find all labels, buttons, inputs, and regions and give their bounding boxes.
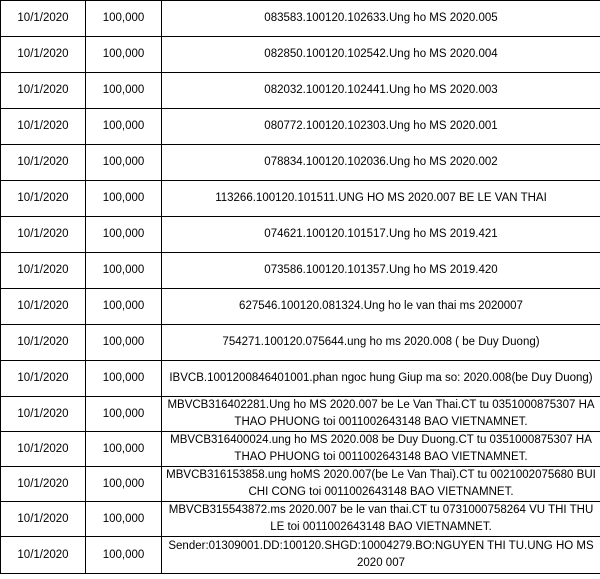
date-cell: 10/1/2020 [1, 537, 86, 574]
description-cell: MBVCB316402281.Ung ho MS 2020.007 be Le Van Thai.CT tu 0351000875307 HA THAO PHUONG toi 0011002643148 BAO VIETNAMNET. [162, 397, 600, 432]
amount-cell: 100,000 [86, 397, 162, 432]
amount-cell: 100,000 [86, 73, 162, 109]
date-cell: 10/1/2020 [1, 432, 86, 467]
description-cell: 078834.100120.102036.Ung ho MS 2020.002 [162, 145, 600, 181]
amount-cell: 100,000 [86, 467, 162, 502]
date-cell: 10/1/2020 [1, 397, 86, 432]
table-row [1, 537, 600, 574]
amount-cell: 100,000 [86, 361, 162, 397]
table-row [1, 181, 600, 217]
table-row [1, 467, 600, 502]
amount-cell: 100,000 [86, 253, 162, 289]
table-row [1, 37, 600, 73]
description-cell: 074621.100120.101517.Ung ho MS 2019.421 [162, 217, 600, 253]
description-cell: 754271.100120.075644.ung ho ms 2020.008 ( be Duy Duong) [162, 325, 600, 361]
description-cell: MBVCB316400024.ung ho MS 2020.008 be Duy Duong.CT tu 0351000875307 HA THAO PHUONG toi 0011002643148 BAO VIETNAMNET. [162, 432, 600, 467]
description-cell: MBVCB315543872.ms 2020.007 be le van thai.CT tu 0731000758264 VU THI THU LE toi 0011002643148 BAO VIETNAMNET. [162, 502, 600, 537]
date-cell: 10/1/2020 [1, 361, 86, 397]
amount-cell: 100,000 [86, 109, 162, 145]
description-cell: 082850.100120.102542.Ung ho MS 2020.004 [162, 37, 600, 73]
date-cell: 10/1/2020 [1, 73, 86, 109]
amount-cell: 100,000 [86, 217, 162, 253]
description-cell: 113266.100120.101511.UNG HO MS 2020.007 BE LE VAN THAI [162, 181, 600, 217]
amount-cell: 100,000 [86, 181, 162, 217]
amount-cell: 100,000 [86, 145, 162, 181]
description-cell: MBVCB316153858.ung hoMS 2020.007(be Le Van Thai).CT tu 0021002075680 BUI CHI CONG toi 0011002643148 BAO VIETNAMNET. [162, 467, 600, 502]
description-cell: 083583.100120.102633.Ung ho MS 2020.005 [162, 1, 600, 37]
date-cell: 10/1/2020 [1, 325, 86, 361]
amount-cell: 100,000 [86, 37, 162, 73]
amount-cell: 100,000 [86, 502, 162, 537]
description-cell: 627546.100120.081324.Ung ho le van thai ms 2020007 [162, 289, 600, 325]
amount-cell: 100,000 [86, 432, 162, 467]
description-cell: IBVCB.1001200846401001.phan ngoc hung Giup ma so: 2020.008(be Duy Duong) [162, 361, 600, 397]
amount-cell: 100,000 [86, 537, 162, 574]
table-row [1, 145, 600, 181]
description-cell: Sender:01309001.DD:100120.SHGD:10004279.BO:NGUYEN THI TU.UNG HO MS 2020 007 [162, 537, 600, 574]
date-cell: 10/1/2020 [1, 109, 86, 145]
amount-cell: 100,000 [86, 289, 162, 325]
amount-cell: 100,000 [86, 325, 162, 361]
table-row [1, 432, 600, 467]
date-cell: 10/1/2020 [1, 467, 86, 502]
table-row [1, 502, 600, 537]
table-row [1, 217, 600, 253]
table-row [1, 253, 600, 289]
table-row [1, 397, 600, 432]
description-cell: 073586.100120.101357.Ung ho MS 2019.420 [162, 253, 600, 289]
date-cell: 10/1/2020 [1, 289, 86, 325]
date-cell: 10/1/2020 [1, 217, 86, 253]
table-row [1, 289, 600, 325]
date-cell: 10/1/2020 [1, 253, 86, 289]
table-row [1, 361, 600, 397]
description-cell: 082032.100120.102441.Ung ho MS 2020.003 [162, 73, 600, 109]
date-cell: 10/1/2020 [1, 502, 86, 537]
description-cell: 080772.100120.102303.Ung ho MS 2020.001 [162, 109, 600, 145]
date-cell: 10/1/2020 [1, 145, 86, 181]
date-cell: 10/1/2020 [1, 37, 86, 73]
amount-cell: 100,000 [86, 1, 162, 37]
table-row [1, 325, 600, 361]
table-row [1, 73, 600, 109]
table-row [1, 109, 600, 145]
table-row [1, 1, 600, 37]
date-cell: 10/1/2020 [1, 1, 86, 37]
date-cell: 10/1/2020 [1, 181, 86, 217]
